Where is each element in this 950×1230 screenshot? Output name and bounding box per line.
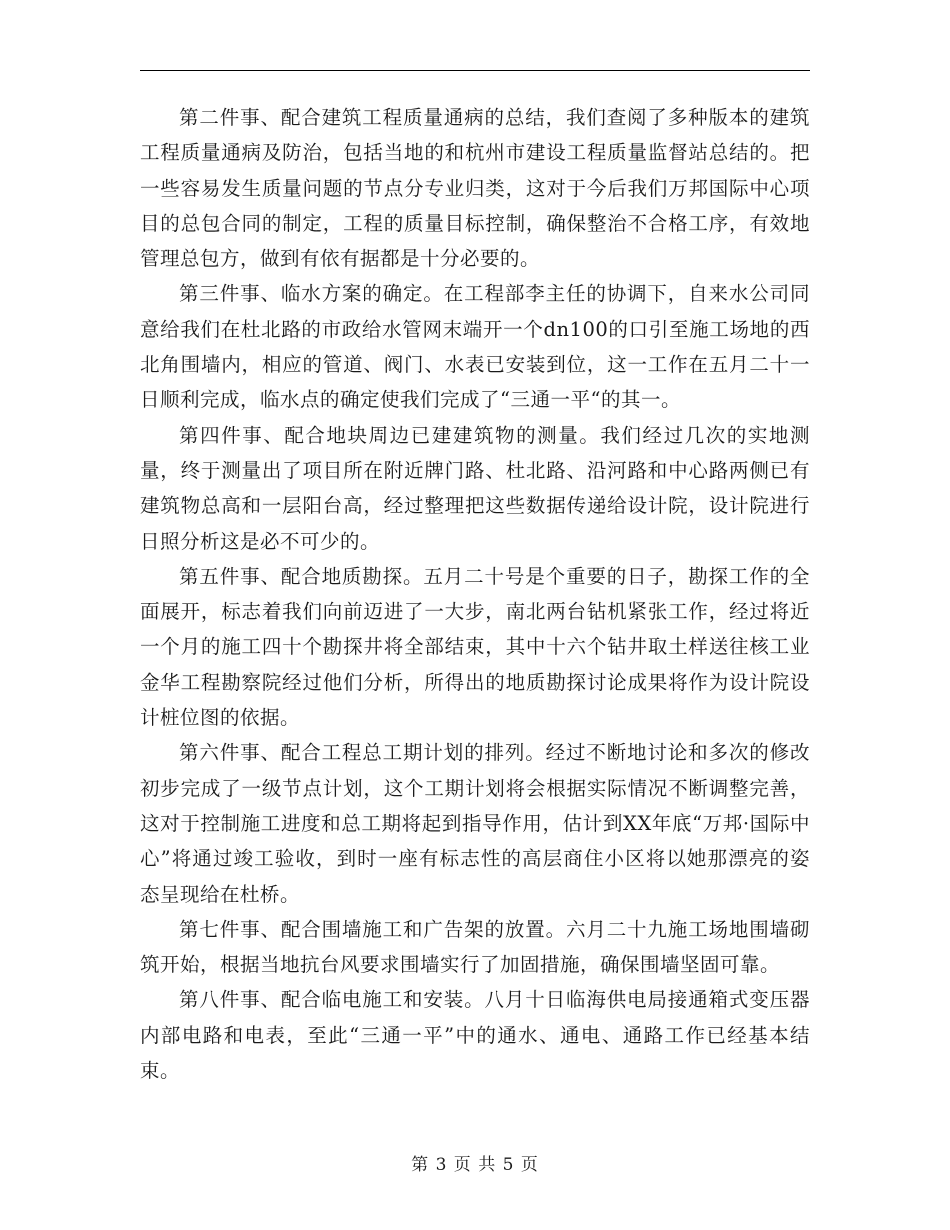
paragraph-item-2: 第二件事、配合建筑工程质量通病的总结，我们查阅了多种版本的建筑工程质量通病及防治，包括当地的和杭州市建设工程质量监督站总结的。把一些容易发生质量问题的节点分专业归类，这对于今后我们万邦国际中心项目的总包合同的制定，工程的质量目标控制，确保整治不合格工序，有效地管理总包方，做到有依有据都是十分必要的。 xyxy=(140,106,810,271)
paragraph-item-7: 第七件事、配合围墙施工和广告架的放置。六月二十九施工场地围墙砌筑开始，根据当地抗台风要求围墙实行了加固措施，确保围墙坚固可靠。 xyxy=(140,917,810,977)
paragraph-item-4: 第四件事、配合地块周边已建建筑物的测量。我们经过几次的实地测量，终于测量出了项目所在附近牌门路、杜北路、沿河路和中心路两侧已有建筑物总高和一层阳台高，经过整理把这些数据传递给设计院，设计院进行日照分析这是必不可少的。 xyxy=(140,423,810,553)
paragraph-item-8: 第八件事、配合临电施工和安装。八月十日临海供电局接通箱式变压器内部电路和电表，至此“三通一平”中的通水、通电、通路工作已经基本结束。 xyxy=(140,988,810,1083)
page-number-footer: 第 3 页 共 5 页 xyxy=(411,1155,539,1175)
header-rule xyxy=(140,70,810,71)
paragraph-item-6: 第六件事、配合工程总工期计划的排列。经过不断地讨论和多次的修改初步完成了一级节点计划，这个工期计划将会根据实际情况不断调整完善，这对于控制施工进度和总工期将起到指导作用，估计到XX年底“万邦·国际中心”将通过竣工验收，到时一座有标志性的高层商住小区将以她那漂亮的姿态呈现给在杜桥。 xyxy=(140,741,810,906)
paragraph-item-5: 第五件事、配合地质勘探。五月二十号是个重要的日子，勘探工作的全面展开，标志着我们向前迈进了一大步，南北两台钻机紧张工作，经过将近一个月的施工四十个勘探井将全部结束，其中十六个钻井取土样送往核工业金华工程勘察院经过他们分析，所得出的地质勘探讨论成果将作为设计院设计桩位图的依据。 xyxy=(140,564,810,730)
document-body xyxy=(140,100,810,1088)
paragraph-item-3: 第三件事、临水方案的确定。在工程部李主任的协调下，自来水公司同意给我们在杜北路的市政给水管网末端开一个dn100的口引至施工场地的西北角围墙内，相应的管道、阀门、水表已安装到位，这一工作在五月二十一日顺利完成，临水点的确定使我们完成了“三通一平“的其一。 xyxy=(140,282,810,412)
